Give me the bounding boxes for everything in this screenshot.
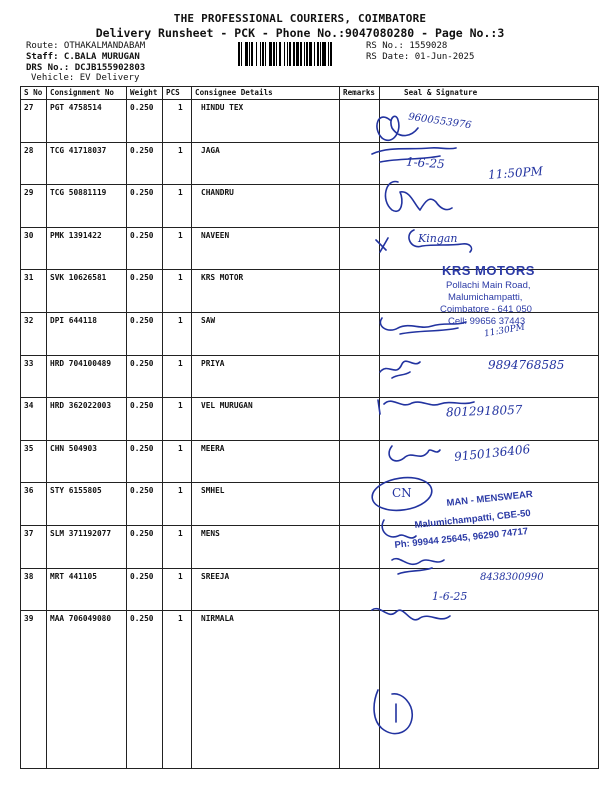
cell-consignment-text: SLM 371192077 [50, 528, 112, 538]
cell-consignment [47, 440, 127, 483]
cell-pcs-text: 1 [178, 401, 183, 411]
barcode [238, 42, 362, 66]
menswear-stamp-line1: MAN - MENSWEAR [446, 488, 534, 509]
cell-consignee [192, 525, 340, 568]
cell-consignment-text: HRD 704100489 [50, 358, 112, 368]
cell-consignment-text: HRD 362022003 [50, 401, 112, 411]
cell-consignee-text: MEERA [201, 443, 225, 453]
handwritten-28-date: 1-6-25 [405, 154, 446, 172]
handwritten-30-name: Kingan [418, 232, 458, 245]
col-weight: Weight [127, 87, 163, 100]
cell-pcs [163, 142, 192, 185]
cell-weight-text: 0.250 [130, 571, 154, 581]
cell-signature [380, 568, 599, 611]
cell-consignment [47, 270, 127, 313]
cell-weight [127, 611, 163, 769]
cell-consignment-text: MRT 441105 [50, 571, 97, 581]
cell-consignment-text: DPI 644118 [50, 315, 97, 325]
cell-weight-text: 0.250 [130, 230, 154, 240]
cell-sno [21, 398, 47, 441]
cell-signature [380, 611, 599, 769]
cell-sno [21, 355, 47, 398]
cell-consignment-text: STY 6155805 [50, 486, 102, 496]
consignment-table [20, 86, 599, 769]
cell-sno [21, 568, 47, 611]
cell-remarks [340, 525, 380, 568]
cell-sno-text: 37 [24, 528, 34, 538]
cell-remarks [340, 312, 380, 355]
cell-consignee-text: HINDU TEX [201, 103, 244, 112]
cell-remarks [340, 270, 380, 313]
cell-consignment-text: TCG 41718037 [50, 145, 107, 155]
krs-stamp-name: KRS MOTORS [442, 263, 535, 278]
krs-stamp-line2: Malumichampatti, [448, 292, 523, 303]
table-row [21, 525, 599, 568]
cell-weight [127, 142, 163, 185]
cell-signature [380, 525, 599, 568]
cell-weight-text: 0.250 [130, 315, 154, 325]
cell-consignee [192, 611, 340, 769]
cell-weight-text: 0.250 [130, 614, 154, 624]
cell-weight [127, 483, 163, 526]
cell-consignee [192, 142, 340, 185]
cell-pcs-text: 1 [178, 528, 183, 538]
cell-pcs [163, 270, 192, 313]
cell-sno-text: 38 [24, 571, 34, 581]
route-label: Route: OTHAKALMANDABAM [26, 41, 146, 51]
table-row [21, 568, 599, 611]
cell-weight [127, 398, 163, 441]
cell-signature [380, 312, 599, 355]
cell-sno [21, 525, 47, 568]
table-row [21, 355, 599, 398]
cell-weight-text: 0.250 [130, 188, 154, 198]
table-row [21, 483, 599, 526]
cell-sno-text: 27 [24, 103, 34, 112]
cell-pcs-text: 1 [178, 443, 183, 453]
cell-pcs [163, 398, 192, 441]
cell-consignment-text: TCG 50881119 [50, 188, 107, 198]
cell-sno-text: 32 [24, 315, 34, 325]
handwritten-33-phone: 9894768585 [488, 358, 565, 372]
cell-weight [127, 440, 163, 483]
handwritten-32-time: 11:30PM [483, 322, 526, 340]
handwritten-39-date: 1-6-25 [432, 590, 468, 603]
cell-remarks [340, 398, 380, 441]
cell-sno [21, 227, 47, 270]
table-row [21, 270, 599, 313]
cell-sno [21, 312, 47, 355]
cell-remarks [340, 440, 380, 483]
table-row [21, 185, 599, 228]
col-remarks: Remarks [340, 87, 380, 100]
cell-pcs [163, 483, 192, 526]
cell-consignee [192, 312, 340, 355]
cell-signature [380, 483, 599, 526]
cell-remarks [340, 227, 380, 270]
cell-remarks [340, 483, 380, 526]
cell-signature [380, 398, 599, 441]
cell-consignment [47, 568, 127, 611]
cell-weight [127, 270, 163, 313]
cell-weight-text: 0.250 [130, 443, 154, 453]
col-pcs: PCS [163, 87, 192, 100]
handwritten-36-mark: CN [392, 486, 412, 500]
cell-weight-text: 0.250 [130, 103, 154, 112]
rs-date: RS Date: 01-Jun-2025 [366, 52, 475, 62]
col-consignment: Consignment No [47, 87, 127, 100]
cell-pcs [163, 185, 192, 228]
table-row [21, 440, 599, 483]
handwritten-38-phone: 8438300990 [480, 572, 544, 583]
cell-remarks [340, 355, 380, 398]
cell-signature [380, 227, 599, 270]
cell-weight-text: 0.250 [130, 145, 154, 155]
cell-consignee-text: SAW [201, 315, 216, 325]
cell-weight-text: 0.250 [130, 486, 154, 496]
drs-label: DRS No.: DCJB155902803 [26, 63, 146, 73]
cell-consignment [47, 227, 127, 270]
cell-sno-text: 29 [24, 188, 34, 198]
cell-sno [21, 142, 47, 185]
cell-signature [380, 185, 599, 228]
cell-consignee-text: SMHEL [201, 486, 225, 496]
cell-pcs [163, 611, 192, 769]
cell-sno-text: 31 [24, 273, 34, 283]
cell-weight [127, 355, 163, 398]
cell-consignment [47, 100, 127, 143]
col-consignee: Consignee Details [192, 87, 340, 100]
cell-weight-text: 0.250 [130, 401, 154, 411]
cell-pcs [163, 440, 192, 483]
cell-consignment [47, 355, 127, 398]
cell-consignee-text: PRIYA [201, 358, 225, 368]
cell-weight [127, 227, 163, 270]
cell-signature [380, 355, 599, 398]
handwritten-27-phone: 9600553976 [407, 111, 473, 132]
cell-signature [380, 440, 599, 483]
handwritten-35-phone: 9150136406 [453, 442, 531, 464]
cell-weight [127, 100, 163, 143]
table-row [21, 611, 599, 769]
cell-consignee [192, 100, 340, 143]
cell-remarks [340, 142, 380, 185]
krs-stamp-line3: Coimbatore - 641 050 [440, 304, 532, 315]
col-sno: S No [21, 87, 47, 100]
cell-sno [21, 611, 47, 769]
company-title: THE PROFESSIONAL COURIERS, COIMBATORE [173, 12, 427, 25]
table-row [21, 142, 599, 185]
cell-sno-text: 28 [24, 145, 34, 155]
table-header [21, 87, 599, 100]
table-body [21, 100, 599, 769]
cell-pcs [163, 525, 192, 568]
cell-remarks [340, 611, 380, 769]
cell-consignment-text: PMK 1391422 [50, 230, 102, 240]
cell-weight [127, 525, 163, 568]
cell-consignment-text: MAA 706049080 [50, 614, 112, 624]
cell-sno [21, 100, 47, 143]
table-row [21, 100, 599, 143]
cell-consignee [192, 227, 340, 270]
cell-consignee [192, 185, 340, 228]
cell-signature [380, 100, 599, 143]
cell-consignment [47, 611, 127, 769]
cell-consignee [192, 355, 340, 398]
cell-consignee [192, 568, 340, 611]
cell-consignee-text: CHANDRU [201, 188, 234, 198]
cell-remarks [340, 185, 380, 228]
cell-pcs-text: 1 [178, 188, 183, 198]
rs-number: RS No.: 1559028 [366, 41, 448, 51]
cell-weight [127, 185, 163, 228]
cell-consignment [47, 312, 127, 355]
cell-consignee-text: MENS [201, 528, 220, 538]
krs-stamp-line4: Cell: 99656 37443 [448, 316, 526, 327]
cell-weight [127, 312, 163, 355]
cell-pcs-text: 1 [178, 273, 183, 283]
cell-consignee-text: NAVEEN [201, 230, 230, 240]
cell-pcs-text: 1 [178, 614, 183, 624]
cell-sno [21, 185, 47, 228]
vehicle-label: Vehicle: EV Delivery [31, 73, 140, 83]
cell-weight-text: 0.250 [130, 528, 154, 538]
cell-consignee-text: JAGA [201, 145, 220, 155]
cell-sno-text: 33 [24, 358, 34, 368]
cell-consignment [47, 525, 127, 568]
cell-signature [380, 142, 599, 185]
table-row [21, 227, 599, 270]
menswear-stamp-line3: Ph: 99944 25645, 96290 74717 [394, 525, 529, 551]
cell-pcs [163, 568, 192, 611]
cell-weight-text: 0.250 [130, 358, 154, 368]
cell-sno-text: 34 [24, 401, 34, 411]
cell-weight [127, 568, 163, 611]
handwritten-34-phone: 8012918057 [445, 402, 523, 420]
cell-sno-text: 30 [24, 230, 34, 240]
cell-sno-text: 35 [24, 443, 34, 453]
cell-remarks [340, 568, 380, 611]
barcode-bar [332, 42, 333, 66]
cell-consignee-text: NIRMALA [201, 614, 234, 624]
cell-consignment [47, 142, 127, 185]
cell-sno-text: 36 [24, 486, 34, 496]
cell-consignee-text: SREEJA [201, 571, 230, 581]
cell-consignee-text: VEL MURUGAN [201, 401, 253, 411]
cell-consignee [192, 483, 340, 526]
cell-pcs [163, 355, 192, 398]
cell-consignee [192, 440, 340, 483]
cell-pcs-text: 1 [178, 486, 183, 496]
cell-consignee [192, 270, 340, 313]
cell-consignment-text: CHN 504903 [50, 443, 97, 453]
cell-signature [380, 270, 599, 313]
cell-pcs [163, 227, 192, 270]
cell-consignment [47, 483, 127, 526]
staff-label: Staff: C.BALA MURUGAN [26, 52, 140, 62]
table-row [21, 398, 599, 441]
cell-pcs-text: 1 [178, 103, 183, 112]
cell-sno [21, 483, 47, 526]
cell-pcs-text: 1 [178, 145, 183, 155]
cell-pcs-text: 1 [178, 358, 183, 368]
cell-sno [21, 270, 47, 313]
cell-sno-text: 39 [24, 614, 34, 624]
menswear-stamp-line2: Malumichampatti, CBE-50 [414, 507, 532, 531]
cell-pcs-text: 1 [178, 315, 183, 325]
runsheet-subtitle: Delivery Runsheet - PCK - Phone No.:9047080280 - Page No.:3 [95, 26, 505, 40]
handwritten-28-time: 11:50PM [487, 164, 544, 182]
cell-weight-text: 0.250 [130, 273, 154, 283]
cell-consignment-text: PGT 4758514 [50, 103, 102, 112]
cell-pcs [163, 312, 192, 355]
cell-pcs-text: 1 [178, 230, 183, 240]
cell-remarks [340, 100, 380, 143]
cell-consignee-text: KRS MOTOR [201, 273, 244, 283]
cell-consignment-text: SVK 10626581 [50, 273, 107, 283]
cell-sno [21, 440, 47, 483]
cell-consignment [47, 185, 127, 228]
col-signature: Seal & Signature [380, 87, 599, 100]
cell-consignment [47, 398, 127, 441]
table-row [21, 312, 599, 355]
krs-stamp-line1: Pollachi Main Road, [446, 280, 531, 291]
cell-pcs-text: 1 [178, 571, 183, 581]
cell-pcs [163, 100, 192, 143]
cell-consignee [192, 398, 340, 441]
